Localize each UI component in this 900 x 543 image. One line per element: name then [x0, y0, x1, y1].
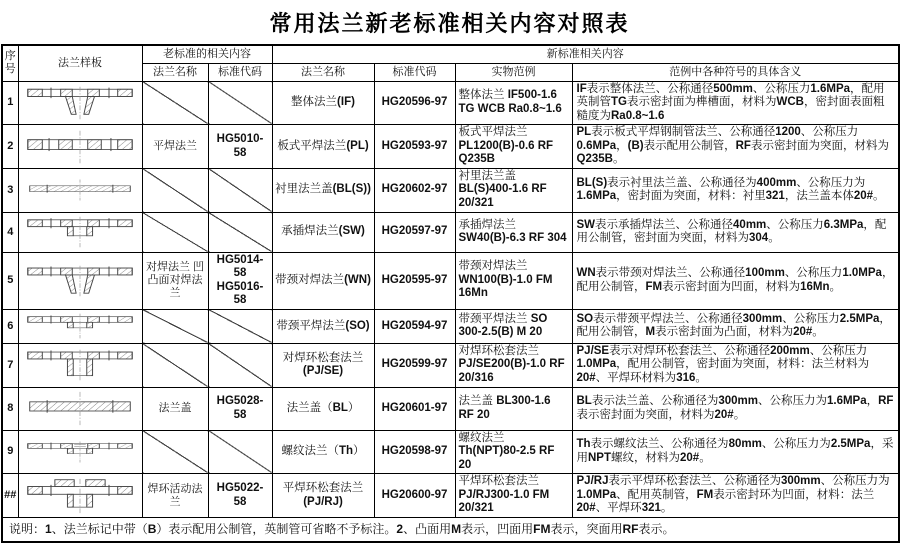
new-standard-code-cell: HG20600-97 — [374, 474, 455, 518]
new-flange-name-cell: 板式平焊法兰(PL) — [272, 125, 374, 169]
note-row: 说明：1、法兰标记中带（B）表示配用公制管，英制管可省略不予标注。2、凸面用M表示，凹面用FM表示，突面用RF表示。 — [2, 518, 899, 542]
new-flange-name-cell: 对焊环松套法兰 (PJ/SE) — [272, 343, 374, 387]
header-symbol-meaning: 范例中各种符号的具体含义 — [572, 63, 899, 81]
header-old-standard-group: 老标准的相关内容 — [142, 45, 272, 63]
new-flange-name-cell: 螺纹法兰（Th） — [272, 430, 374, 474]
header-serial: 序号 — [2, 45, 18, 81]
flange-sample-cell — [18, 474, 142, 518]
flange-sample-cell — [18, 212, 142, 252]
example-cell: 平焊环松套法兰 PJ/RJ300-1.0 FM 20/321 — [455, 474, 572, 518]
example-cell: 对焊环松套法兰 PJ/SE200(B)-1.0 RF 20/316 — [455, 343, 572, 387]
flange-drawing-socket-weld — [22, 216, 138, 248]
new-flange-name-cell: 平焊环松套法兰 (PJ/RJ) — [272, 474, 374, 518]
new-standard-code-cell: HG20601-97 — [374, 387, 455, 430]
old-flange-name-cell: 法兰盖 — [142, 387, 208, 430]
symbol-meaning-cell: IF表示整体法兰、公称通径500mm、公称压力1.6MPa，配用英制管TG表示密封面为榫槽面，材料为WCB，密封面表面粗糙度为Ra0.8~1.6 — [572, 81, 899, 125]
new-flange-name-cell: 整体法兰(IF) — [272, 81, 374, 125]
table-row — [2, 252, 899, 309]
page-title: 常用法兰新老标准相关内容对照表 — [269, 11, 630, 36]
old-standard-code-cell — [208, 168, 272, 212]
old-flange-name-cell: 对焊法兰 凹凸面对焊法兰 — [142, 252, 208, 309]
table-row — [2, 212, 899, 252]
flange-drawing-lap-joint-rj — [22, 478, 138, 514]
flange-drawing-lined-cover — [22, 179, 138, 201]
symbol-meaning-cell: BL(S)表示衬里法兰盖、公称通径为400mm、公称压力为1.6MPa，密封面为突面，材料：衬里321，法兰盖本体20#。 — [572, 168, 899, 212]
symbol-meaning-cell: SW表示承插焊法兰、公称通径40mm、公称压力6.3MPa，配用公制管，密封面为突面，材料为304。 — [572, 212, 899, 252]
header-old-standard-code: 标准代码 — [208, 63, 272, 81]
new-standard-code-cell: HG20593-97 — [374, 125, 455, 169]
flange-sample-cell — [18, 168, 142, 212]
flange-drawing-threaded — [22, 441, 138, 463]
example-cell: 衬里法兰盖 BL(S)400-1.6 RF 20/321 — [455, 168, 572, 212]
row-number: ## — [2, 474, 18, 518]
example-cell: 带颈平焊法兰 SO 300-2.5(B) M 20 — [455, 309, 572, 343]
new-standard-code-cell: HG20598-97 — [374, 430, 455, 474]
old-flange-name-cell — [142, 168, 208, 212]
new-flange-name-cell: 衬里法兰盖(BL(S)) — [272, 168, 374, 212]
row-number: 7 — [2, 343, 18, 387]
old-standard-code-cell — [208, 212, 272, 252]
example-cell: 法兰盖 BL300-1.6 RF 20 — [455, 387, 572, 430]
table-row — [2, 125, 899, 169]
flange-sample-cell — [18, 387, 142, 430]
symbol-meaning-cell: Th表示螺纹法兰、公称通径为80mm、公称压力为2.5MPa，采用NPT螺纹，材料为20#。 — [572, 430, 899, 474]
table-body — [2, 81, 899, 518]
flange-drawing-slip-on — [22, 313, 138, 339]
row-number: 8 — [2, 387, 18, 430]
flange-drawing-blind-cover — [22, 391, 138, 426]
new-standard-code-cell: HG20596-97 — [374, 81, 455, 125]
old-standard-code-cell — [208, 343, 272, 387]
flange-sample-cell — [18, 125, 142, 169]
header-new-standard-group: 新标准相关内容 — [272, 45, 899, 63]
flange-drawing-integral-flange — [22, 86, 138, 120]
new-flange-name-cell: 带颈平焊法兰(SO) — [272, 309, 374, 343]
flange-comparison-table — [1, 44, 900, 543]
flange-sample-cell — [18, 81, 142, 125]
flange-sample-cell — [18, 252, 142, 309]
new-flange-name-cell: 承插焊法兰(SW) — [272, 212, 374, 252]
row-number: 3 — [2, 168, 18, 212]
old-flange-name-cell — [142, 309, 208, 343]
old-standard-code-cell — [208, 430, 272, 474]
old-flange-name-cell: 平焊法兰 — [142, 125, 208, 169]
old-standard-code-cell: HG5028-58 — [208, 387, 272, 430]
old-standard-code-cell: HG5022-58 — [208, 474, 272, 518]
row-number: 9 — [2, 430, 18, 474]
header-new-flange-name: 法兰名称 — [272, 63, 374, 81]
table-row — [2, 430, 899, 474]
old-standard-code-cell — [208, 309, 272, 343]
new-flange-name-cell: 带颈对焊法兰(WN) — [272, 252, 374, 309]
new-standard-code-cell: HG20597-97 — [374, 212, 455, 252]
old-flange-name-cell — [142, 430, 208, 474]
example-cell: 板式平焊法兰 PL1200(B)-0.6 RF Q235B — [455, 125, 572, 169]
old-flange-name-cell — [142, 81, 208, 125]
flange-sample-cell — [18, 430, 142, 474]
symbol-meaning-cell: PL表示板式平焊钢制管法兰、公称通径1200、公称压力0.6MPa，(B)表示配用公制管，RF表示密封面为突面，材料为Q235B。 — [572, 125, 899, 169]
example-cell: 承插焊法兰 SW40(B)-6.3 RF 304 — [455, 212, 572, 252]
flange-drawing-plate-flat-weld — [22, 130, 138, 164]
symbol-meaning-cell: PJ/RJ表示平焊环松套法兰、公称通径为300mm、公称压力为1.0MPa、配用英制管，FM表示密封环为凹面，材料：法兰20#、平焊环321。 — [572, 474, 899, 518]
table-row — [2, 343, 899, 387]
old-flange-name-cell — [142, 343, 208, 387]
new-standard-code-cell: HG20594-97 — [374, 309, 455, 343]
new-standard-code-cell: HG20599-97 — [374, 343, 455, 387]
symbol-meaning-cell: WN表示带颈对焊法兰、公称通径100mm、公称压力1.0MPa，配用公制管，FM表示密封面为凹面，材料为16Mn。 — [572, 252, 899, 309]
table-row — [2, 474, 899, 518]
symbol-meaning-cell: PJ/SE表示对焊环松套法兰、公称通径200mm、公称压力1.0MPa，配用公制管，密封面为突面，材料：法兰材料为20#、平焊环材料为316。 — [572, 343, 899, 387]
header-old-flange-name: 法兰名称 — [142, 63, 208, 81]
table-footer — [2, 518, 899, 542]
table-row — [2, 309, 899, 343]
row-number: 6 — [2, 309, 18, 343]
table-header — [2, 45, 899, 81]
header-new-standard-code: 标准代码 — [374, 63, 455, 81]
header-example: 实物范例 — [455, 63, 572, 81]
header-flange-sample: 法兰样板 — [18, 45, 142, 81]
table-row — [2, 168, 899, 212]
old-standard-code-cell — [208, 81, 272, 125]
flange-drawing-lap-joint-se — [22, 349, 138, 381]
old-standard-code-cell: HG5010-58 — [208, 125, 272, 169]
example-cell: 带颈对焊法兰 WN100(B)-1.0 FM 16Mn — [455, 252, 572, 309]
old-standard-code-cell: HG5014-58 HG5016-58 — [208, 252, 272, 309]
symbol-meaning-cell: SO表示带颈平焊法兰、公称通径300mm、公称压力2.5MPa，配用公制管，M表示密封面为凸面，材料为20#。 — [572, 309, 899, 343]
example-cell: 螺纹法兰 Th(NPT)80-2.5 RF 20 — [455, 430, 572, 474]
row-number: 2 — [2, 125, 18, 169]
new-flange-name-cell: 法兰盖（BL） — [272, 387, 374, 430]
old-flange-name-cell: 焊环活动法兰 — [142, 474, 208, 518]
example-cell: 整体法兰 IF500-1.6 TG WCB Ra0.8~1.6 — [455, 81, 572, 125]
flange-sample-cell — [18, 343, 142, 387]
table-row — [2, 81, 899, 125]
old-flange-name-cell — [142, 212, 208, 252]
new-standard-code-cell: HG20595-97 — [374, 252, 455, 309]
row-number: 1 — [2, 81, 18, 125]
table-row — [2, 387, 899, 430]
flange-sample-cell — [18, 309, 142, 343]
row-number: 4 — [2, 212, 18, 252]
flange-drawing-weld-neck — [22, 265, 138, 297]
row-number: 5 — [2, 252, 18, 309]
new-standard-code-cell: HG20602-97 — [374, 168, 455, 212]
symbol-meaning-cell: BL表示法兰盖、公称通径为300mm、公称压力为1.6MPa，RF表示密封面为突面，材料为20#。 — [572, 387, 899, 430]
